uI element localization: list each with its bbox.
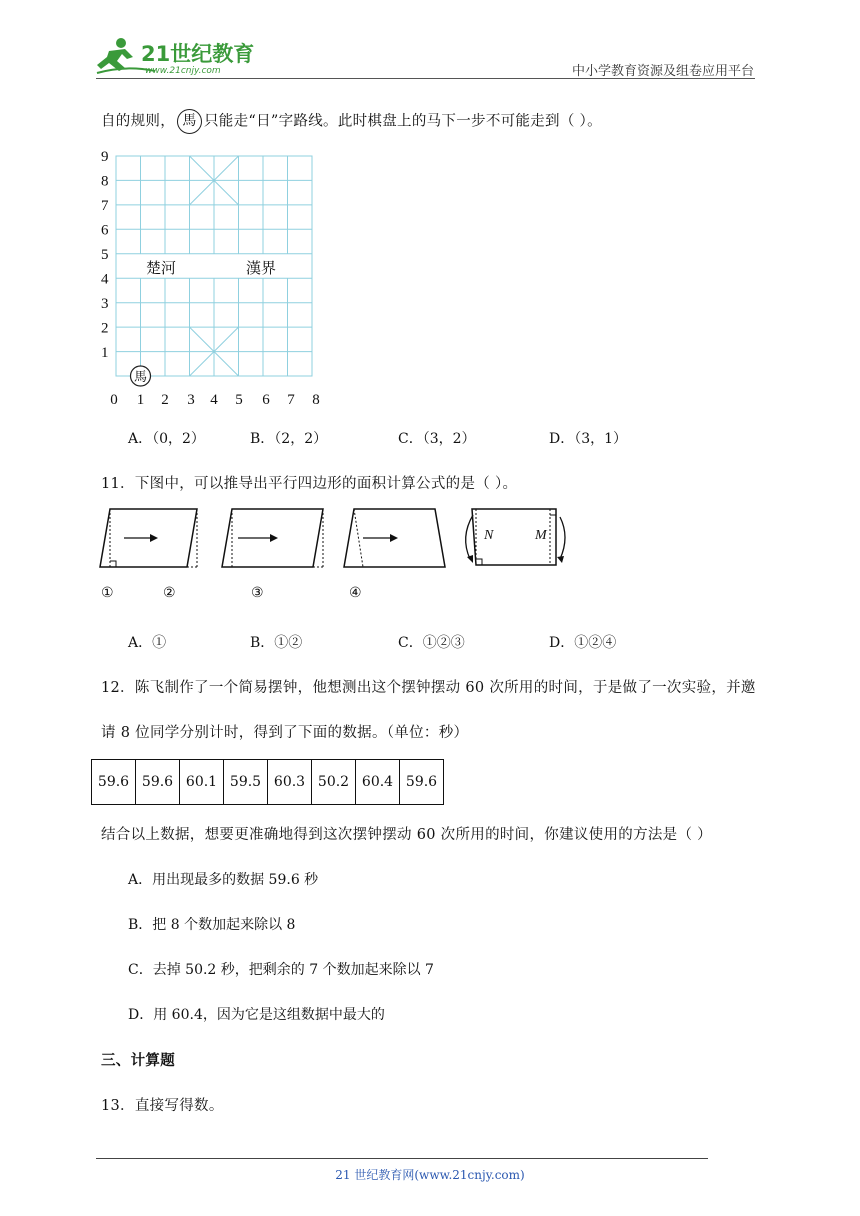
horse-piece [131,366,151,386]
table-cell: 50.2 [312,760,356,805]
table-cell: 60.1 [180,760,224,805]
platform-name: 中小学教育资源及组卷应用平台 [571,64,754,79]
fig-label-4: ④ [349,585,362,601]
q11-option-b: B．①② [250,635,303,651]
timing-table [91,759,444,805]
x-label: 8 [312,392,320,408]
q12-question: 结合以上数据，想要更准确地得到这次摆钟摆动 60 次所用的时间，你建议使用的方法是（ ） [101,827,712,843]
section-title: 三、计算题 [101,1052,175,1069]
footer-divider [96,1158,708,1159]
header-divider [96,78,755,79]
x-axis-labels [110,392,320,408]
q11-option-c: C．①②③ [398,635,465,651]
q10-option-a: A．（0，2） [128,431,205,447]
x-label: 5 [235,392,243,408]
logo-text: 21世纪教育 [141,42,255,66]
y-axis-labels [101,149,109,361]
table-cell: 60.3 [268,760,312,805]
table-cell: 59.6 [400,760,444,805]
y-label: 6 [101,222,109,239]
chess-board [96,146,336,415]
y-label: 2 [101,320,109,337]
table-cell: 59.5 [224,760,268,805]
logo-url: www.21cnjy.com [145,66,221,76]
horse-glyph: 馬 [133,369,148,384]
river-right-label: 漢界 [246,261,277,277]
q12-line-1: 12．陈飞制作了一个简易摆钟，他想测出这个摆钟摆动 60 次所用的时间，于是做了一次实验，并邀 [101,680,756,696]
x-label: 4 [210,392,218,408]
q12-option-a: A．用出现最多的数据 59.6 秒 [128,872,319,888]
figure-1 [100,509,197,567]
q10-option-d: D．（3，1） [549,431,628,447]
q13-question: 13．直接写得数。 [101,1098,224,1114]
q10-question [101,109,602,134]
fig-label-1: ① [101,585,114,601]
y-label: 8 [101,173,109,190]
x-label: 0 [110,392,118,408]
q12-option-b: B．把 8 个数加起来除以 8 [128,917,296,933]
figure-2 [222,509,323,567]
q12-option-c: C．去掉 50.2 秒，把剩余的 7 个数加起来除以 7 [128,962,434,978]
q11-option-d: D．①②④ [549,635,617,651]
x-label: 3 [187,392,195,408]
letter-m: M [535,528,547,543]
x-label: 6 [262,392,270,408]
river-left-label: 楚河 [146,261,177,277]
q11-figures [98,503,578,579]
figure-3 [344,509,445,567]
q11-option-a: A．① [128,635,167,651]
fig-label-2: ② [163,585,176,601]
footer-text: 21 世纪教育网(www.21cnjy.com) [335,1168,525,1182]
y-label: 5 [101,247,109,263]
q10-option-b: B．（2，2） [250,431,328,447]
figure-4 [466,509,565,565]
y-label: 4 [101,271,109,288]
horse-piece-icon: 馬 [177,109,202,134]
y-label: 1 [101,345,109,361]
y-label: 7 [101,198,109,214]
y-label: 3 [101,296,109,312]
q10-option-c: C．（3，2） [398,431,476,447]
table-row [92,760,444,805]
letter-n: N [484,528,494,543]
x-label: 1 [136,392,145,408]
table-cell: 59.6 [136,760,180,805]
q12-option-d: D．用 60.4，因为它是这组数据中最大的 [128,1007,385,1023]
site-logo [95,35,260,77]
q10-text-before: 自的规则， [101,113,175,130]
q11-question: 11．下图中，可以推导出平行四边形的面积计算公式的是（ ）。 [101,476,518,492]
x-label: 2 [161,392,169,408]
x-label: 7 [287,392,295,408]
y-label: 9 [101,149,109,165]
q12-line-2: 请 8 位同学分别计时，得到了下面的数据。（单位：秒） [101,725,469,741]
q10-text-after: 只能走“日”字路线。此时棋盘上的马下一步不可能走到（ ）。 [204,113,602,130]
table-cell: 60.4 [356,760,400,805]
table-cell: 59.6 [92,760,136,805]
fig-label-3: ③ [251,585,264,601]
